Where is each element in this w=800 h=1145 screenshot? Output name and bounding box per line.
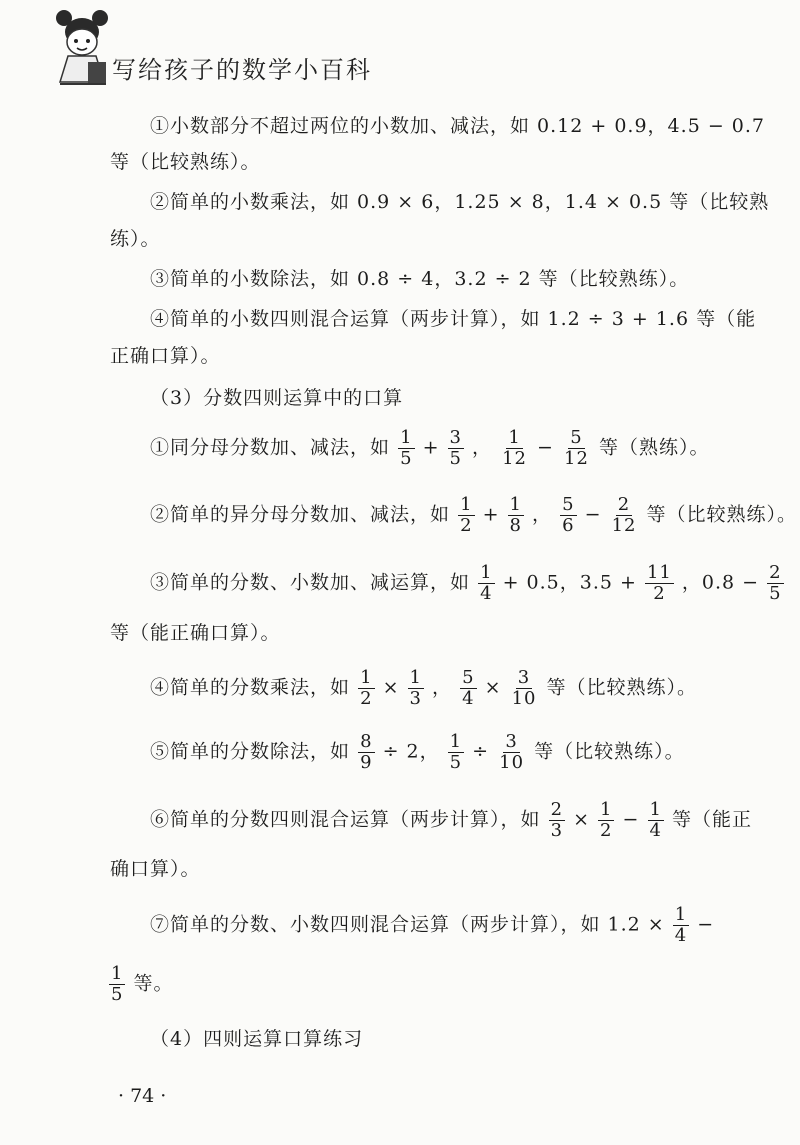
denominator: 12 bbox=[611, 515, 637, 536]
fraction bbox=[560, 495, 576, 536]
fraction bbox=[497, 732, 526, 773]
numerator: 8 bbox=[360, 731, 373, 752]
numerator: 3 bbox=[505, 731, 518, 752]
denominator: 5 bbox=[111, 984, 124, 1005]
denominator: 4 bbox=[674, 925, 688, 946]
text: 等（能正 bbox=[672, 808, 753, 831]
operator: × bbox=[484, 676, 502, 699]
denominator: 6 bbox=[562, 515, 575, 536]
text: ⑥简单的分数四则混合运算（两步计算），如 bbox=[150, 808, 541, 831]
list-item-fraction-decimal-add-sub bbox=[150, 563, 785, 604]
fraction bbox=[500, 428, 529, 469]
girl-mascot-icon bbox=[50, 6, 114, 90]
fraction bbox=[549, 800, 565, 841]
numerator: 5 bbox=[570, 427, 583, 448]
fraction bbox=[408, 668, 424, 709]
text: 等。 bbox=[133, 972, 174, 995]
text: 等（比较熟练）。 bbox=[646, 503, 798, 526]
numerator: 1 bbox=[449, 731, 463, 752]
text: ÷ 2， bbox=[382, 740, 440, 763]
page-header bbox=[50, 6, 390, 96]
text: ③简单的分数、小数加、减运算，如 bbox=[150, 571, 471, 594]
numerator: 1 bbox=[400, 427, 413, 448]
numerator: 3 bbox=[449, 427, 462, 448]
operator: + bbox=[482, 503, 500, 526]
text: 等（比较熟练）。 bbox=[534, 740, 685, 763]
list-item-decimal-mixed: ④简单的小数四则混合运算（两步计算），如 1.2 ÷ 3 + 1.6 等（能 bbox=[150, 308, 757, 330]
section-heading-practice: （4）四则运算口算练习 bbox=[150, 1028, 364, 1050]
numerator: 1 bbox=[509, 494, 522, 515]
fraction bbox=[448, 732, 464, 773]
fraction bbox=[358, 732, 374, 773]
numerator: 1 bbox=[480, 562, 493, 583]
operator: × bbox=[382, 676, 400, 699]
fraction bbox=[109, 964, 125, 1005]
numerator: 1 bbox=[111, 963, 124, 984]
fraction bbox=[510, 668, 539, 709]
operator: − bbox=[622, 808, 640, 831]
list-item-decimal-mul: ②简单的小数乘法，如 0.9 × 6，1.25 × 8，1.4 × 0.5 等（比较熟 bbox=[150, 191, 770, 213]
numerator: 1 bbox=[674, 904, 688, 925]
denominator: 5 bbox=[400, 448, 413, 469]
fraction bbox=[460, 668, 476, 709]
operator: − bbox=[584, 503, 602, 526]
denominator: 5 bbox=[449, 752, 463, 773]
operator: × bbox=[573, 808, 590, 831]
separator: ， bbox=[532, 503, 553, 526]
section-heading-fraction: （3）分数四则运算中的口算 bbox=[150, 387, 404, 409]
numerator: 2 bbox=[550, 799, 564, 820]
fraction bbox=[562, 428, 591, 469]
separator: ， bbox=[472, 436, 493, 459]
list-item-different-denominator bbox=[150, 495, 797, 536]
denominator: 9 bbox=[360, 752, 373, 773]
denominator: 12 bbox=[502, 448, 527, 469]
text: + 0.5，3.5 + bbox=[502, 571, 637, 594]
list-item-decimal-div: ③简单的小数除法，如 0.8 ÷ 4，3.2 ÷ 2 等（比较熟练）。 bbox=[150, 268, 690, 290]
text: 等（比较熟练）。 bbox=[546, 676, 698, 699]
operator: − bbox=[697, 913, 715, 936]
list-item-decimal-mixed-cont: 正确口算）。 bbox=[110, 345, 221, 367]
numerator: 11 bbox=[646, 562, 672, 583]
list-item-fraction-mul bbox=[150, 668, 697, 709]
text: 等（熟练）。 bbox=[598, 436, 710, 459]
denominator: 3 bbox=[409, 688, 422, 709]
denominator: 2 bbox=[653, 583, 666, 604]
book-title: 写给孩子的数学小百科 bbox=[112, 56, 372, 84]
fraction bbox=[645, 563, 674, 604]
separator: ， bbox=[432, 676, 453, 699]
operator: ÷ bbox=[472, 740, 490, 763]
list-item-fraction-div bbox=[150, 732, 685, 773]
list-item-decimal-add-sub: ①小数部分不超过两位的小数加、减法，如 0.12 + 0.9，4.5 − 0.7 bbox=[150, 115, 765, 137]
page-number: · 74 · bbox=[118, 1085, 167, 1107]
fraction bbox=[398, 428, 414, 469]
denominator: 2 bbox=[600, 820, 613, 841]
fraction bbox=[673, 905, 689, 946]
denominator: 2 bbox=[360, 688, 373, 709]
denominator: 4 bbox=[462, 688, 475, 709]
denominator: 4 bbox=[480, 583, 493, 604]
list-item-fraction-decimal-mixed-cont bbox=[108, 964, 174, 1005]
fraction bbox=[610, 495, 639, 536]
fraction bbox=[358, 668, 374, 709]
denominator: 10 bbox=[511, 688, 537, 709]
text: ④简单的分数乘法，如 bbox=[150, 676, 351, 699]
denominator: 8 bbox=[509, 515, 522, 536]
denominator: 5 bbox=[449, 448, 462, 469]
numerator: 2 bbox=[769, 562, 782, 583]
list-item-fraction-decimal-mixed bbox=[150, 905, 714, 946]
denominator: 12 bbox=[564, 448, 589, 469]
fraction bbox=[598, 800, 614, 841]
list-item-fraction-mixed bbox=[150, 800, 752, 841]
operator: + bbox=[422, 436, 440, 459]
text: ，0.8 − bbox=[681, 571, 760, 594]
fraction bbox=[448, 428, 464, 469]
numerator: 1 bbox=[409, 667, 422, 688]
denominator: 5 bbox=[769, 583, 782, 604]
denominator: 4 bbox=[649, 820, 662, 841]
list-item-decimal-add-sub-cont: 等（比较熟练）。 bbox=[110, 151, 261, 173]
fraction bbox=[508, 495, 524, 536]
numerator: 2 bbox=[617, 494, 631, 515]
fraction bbox=[767, 563, 783, 604]
list-item-fraction-mixed-cont: 确口算）。 bbox=[110, 858, 201, 880]
text: ①同分母分数加、减法，如 bbox=[150, 436, 391, 459]
denominator: 10 bbox=[499, 752, 525, 773]
numerator: 5 bbox=[562, 494, 575, 515]
fraction bbox=[458, 495, 474, 536]
denominator: 3 bbox=[550, 820, 564, 841]
numerator: 1 bbox=[649, 799, 662, 820]
numerator: 1 bbox=[508, 427, 521, 448]
numerator: 1 bbox=[460, 494, 473, 515]
text: ⑦简单的分数、小数四则混合运算（两步计算），如 1.2 × bbox=[150, 913, 665, 936]
list-item-fraction-decimal-cont: 等（能正确口算）。 bbox=[110, 622, 281, 644]
list-item-decimal-mul-cont: 练）。 bbox=[110, 228, 161, 250]
fraction bbox=[648, 800, 664, 841]
text: ⑤简单的分数除法，如 bbox=[150, 740, 351, 763]
operator: − bbox=[537, 436, 554, 459]
numerator: 5 bbox=[462, 667, 475, 688]
text: ②简单的异分母分数加、减法，如 bbox=[150, 503, 451, 526]
fraction bbox=[478, 563, 494, 604]
numerator: 1 bbox=[600, 799, 613, 820]
numerator: 3 bbox=[517, 667, 531, 688]
numerator: 1 bbox=[360, 667, 373, 688]
denominator: 2 bbox=[460, 515, 473, 536]
list-item-same-denominator bbox=[150, 428, 709, 469]
